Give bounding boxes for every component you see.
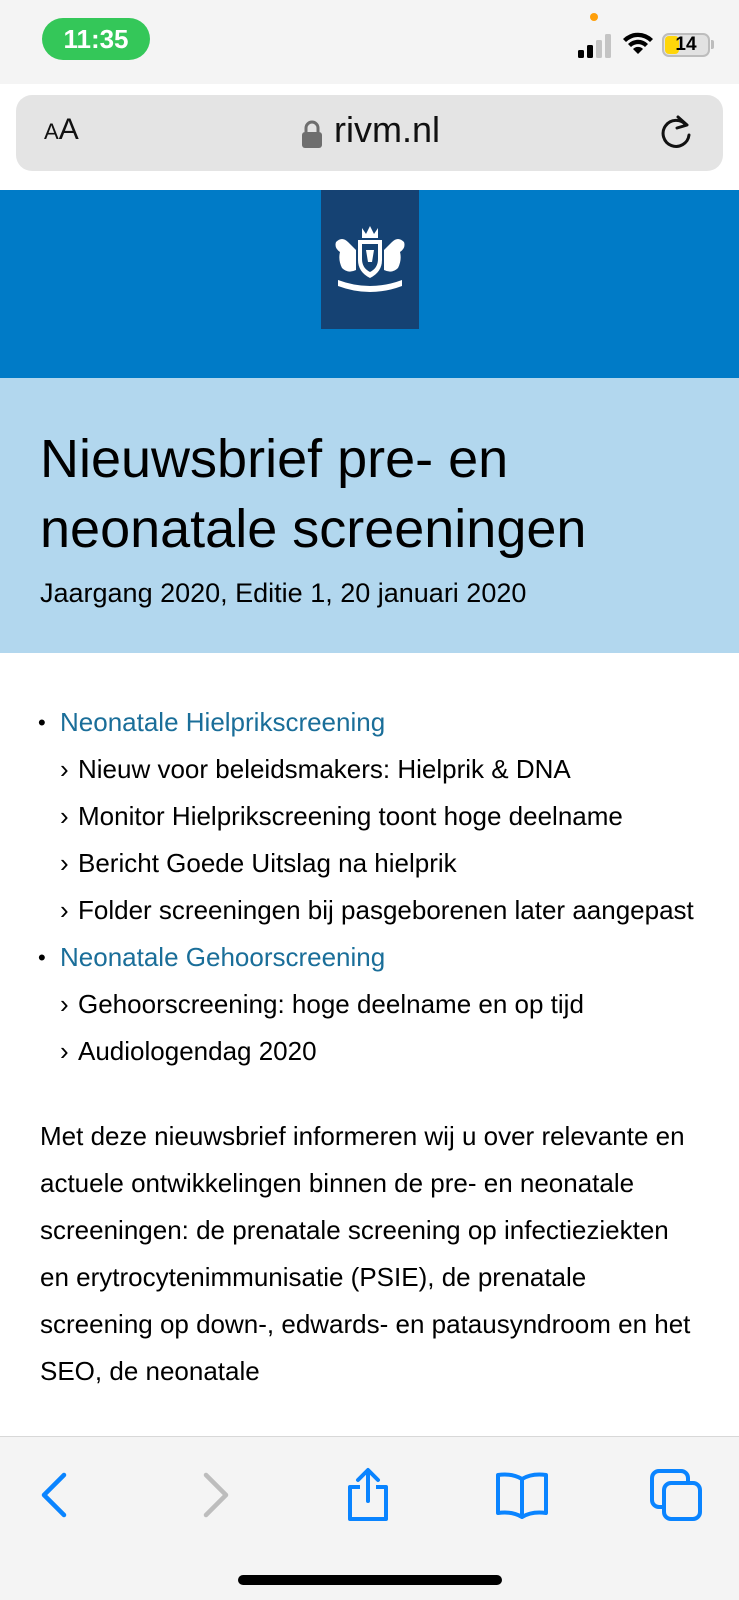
toc-item[interactable] [60, 981, 728, 1028]
toc-item-label[interactable]: Nieuw voor beleidsmakers: Hielprik & DNA [78, 754, 571, 784]
chevron-right-icon: › [60, 848, 69, 878]
toc-sublist [60, 746, 728, 934]
bookmarks-icon[interactable] [494, 1467, 550, 1523]
back-icon[interactable] [28, 1467, 84, 1523]
reload-icon[interactable] [656, 113, 696, 153]
lock-icon [300, 119, 324, 149]
toc-item-label[interactable]: Audiologendag 2020 [78, 1036, 317, 1066]
toc-link-gehoorscreening[interactable]: Neonatale Gehoorscreening [60, 942, 386, 972]
intro-paragraph: Met deze nieuwsbrief informeren wij u over relevante en actuele ontwikkelingen binnen de pre- en neonatale screeningen: de prenatale screening op infectieziekten en erytrocytenimmunisatie (PSIE), de prenatale screening op down-, edwards- en patausyndroom en het SEO, de neonatale [40, 1121, 691, 1386]
toc-item-label[interactable]: Monitor Hielprikscreening toont hoge deelname [78, 801, 623, 831]
tabs-icon[interactable] [648, 1467, 704, 1523]
toc-item-label[interactable]: Folder screeningen bij pasgeborenen later aangepast [78, 895, 694, 925]
toc-section-gehoor [38, 934, 728, 1075]
battery-level: 14 [675, 34, 697, 55]
chevron-right-icon: › [60, 895, 69, 925]
toc-sublist [60, 981, 728, 1075]
site-header [0, 190, 739, 378]
chevron-right-icon: › [60, 754, 69, 784]
toc-item[interactable] [60, 746, 728, 793]
edition-info: Jaargang 2020, Editie 1, 20 januari 2020 [40, 578, 527, 608]
toc-item[interactable] [60, 887, 728, 934]
toc-item[interactable] [60, 793, 728, 840]
toc-section-hielprik [38, 699, 728, 934]
title-band [0, 378, 739, 653]
battery-icon [662, 33, 710, 57]
text-size-button[interactable] [44, 113, 104, 153]
toc-item-label[interactable]: Bericht Goede Uitslag na hielprik [78, 848, 457, 878]
chevron-right-icon: › [60, 989, 69, 1019]
wifi-icon [622, 32, 654, 56]
toc-section-head [38, 699, 728, 746]
toc-item[interactable] [60, 1028, 728, 1075]
rijksoverheid-logo[interactable] [321, 190, 419, 329]
toc-section-head [38, 934, 728, 981]
status-bar [0, 0, 739, 84]
url-domain[interactable]: rivm.nl [334, 109, 440, 150]
battery-tip [711, 40, 714, 49]
toc-item[interactable] [60, 840, 728, 887]
signal-icon [578, 34, 614, 58]
status-time[interactable]: 11:35 [42, 18, 150, 60]
page-title: Nieuwsbrief pre- en neonatale screeningen [40, 429, 587, 559]
table-of-contents [38, 699, 728, 1075]
address-bar[interactable] [16, 95, 723, 171]
text-size-large: A [58, 113, 79, 146]
chevron-right-icon: › [60, 801, 69, 831]
bullet: • [38, 709, 46, 735]
chevron-right-icon: › [60, 1036, 69, 1066]
toc-item-label[interactable]: Gehoorscreening: hoge deelname en op tijd [78, 989, 584, 1019]
bullet: • [38, 944, 46, 970]
forward-icon[interactable] [186, 1467, 242, 1523]
coat-of-arms-icon [328, 224, 412, 296]
text-size-small: A [44, 119, 59, 144]
home-indicator[interactable] [238, 1575, 502, 1585]
toc-link-hielprikscreening[interactable]: Neonatale Hielprikscreening [60, 707, 386, 737]
privacy-indicator-dot [590, 13, 598, 21]
share-icon[interactable] [340, 1467, 396, 1523]
